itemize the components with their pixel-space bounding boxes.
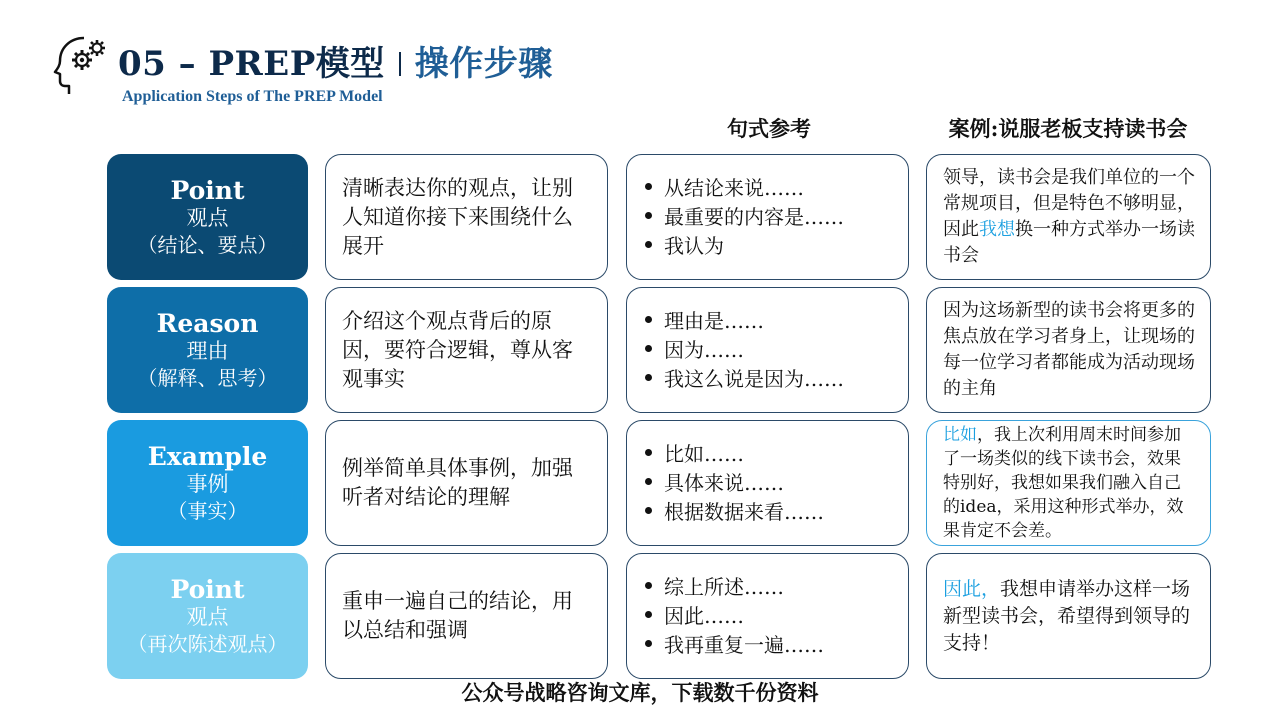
- prep-row-reason: [107, 287, 1213, 413]
- case-example: 比如，我上次利用周末时间参加了一场类似的线下读书会，效果特别好，我想如果我们融入自己的idea，采用这种形式举办，效果肯定不会差。: [926, 420, 1211, 546]
- bullet-icon: [645, 374, 652, 381]
- sentence-list: [626, 154, 909, 280]
- bullet-icon: [645, 611, 652, 618]
- step-description: 例举简单具体事例，加强听者对结论的理解: [325, 420, 608, 546]
- bullet-icon: [645, 183, 652, 190]
- title-divider: [399, 52, 401, 76]
- case-highlight: 比如: [943, 425, 977, 445]
- sentence-list: [626, 553, 909, 679]
- step-label-point-restate: [107, 553, 308, 679]
- list-item: 从结论来说……: [641, 174, 894, 203]
- list-item: 我认为: [641, 232, 894, 261]
- list-item: 理由是……: [641, 307, 894, 336]
- list-item: 因此……: [641, 602, 894, 631]
- sentence-list: [626, 420, 909, 546]
- bullet-icon: [645, 316, 652, 323]
- step-label-example: [107, 420, 308, 546]
- step-label-sub: （结论、要点）: [137, 232, 278, 257]
- step-label-zh: 观点: [186, 604, 229, 629]
- step-label-zh: 观点: [186, 205, 229, 230]
- step-label-sub: （解释、思考）: [137, 365, 278, 390]
- prep-row-point: [107, 154, 1213, 280]
- sentence-list: [626, 287, 909, 413]
- column-header-case: 案例:说服老板支持读书会: [948, 116, 1188, 141]
- list-item: 比如……: [641, 440, 894, 469]
- list-item: 因为……: [641, 336, 894, 365]
- step-label-en: Example: [147, 441, 268, 471]
- case-example: 因此，我想申请举办这样一场新型读书会，希望得到领导的支持！: [926, 553, 1211, 679]
- case-example: 因为这场新型的读书会将更多的焦点放在学习者身上，让现场的每一位学习者都能成为活动现场的主角: [926, 287, 1211, 413]
- step-label-point: [107, 154, 308, 280]
- list-item: 最重要的内容是……: [641, 203, 894, 232]
- bullet-icon: [645, 640, 652, 647]
- step-label-en: Point: [170, 574, 245, 604]
- page-subtitle: Application Steps of The PREP Model: [122, 88, 383, 105]
- list-item: 具体来说……: [641, 469, 894, 498]
- bullet-icon: [645, 582, 652, 589]
- list-item: 根据数据来看……: [641, 498, 894, 527]
- list-item: 我再重复一遍……: [641, 631, 894, 660]
- step-description: 重申一遍自己的结论，用以总结和强调: [325, 553, 608, 679]
- list-item: 综上所述……: [641, 573, 894, 602]
- page-header: [50, 34, 750, 114]
- step-label-zh: 理由: [186, 338, 229, 363]
- page-title: [118, 36, 553, 85]
- step-label-reason: [107, 287, 308, 413]
- bullet-icon: [645, 507, 652, 514]
- bullet-icon: [645, 449, 652, 456]
- column-header-sentence: 句式参考: [727, 116, 811, 141]
- step-label-en: Point: [170, 175, 245, 205]
- case-highlight: 我想: [979, 219, 1015, 240]
- case-example: 领导，读书会是我们单位的一个常规项目，但是特色不够明显，因此我想换一种方式举办一场读书会: [926, 154, 1211, 280]
- list-item: 我这么说是因为……: [641, 365, 894, 394]
- step-label-sub: （事实）: [167, 498, 248, 523]
- head-gears-icon: [50, 34, 112, 96]
- step-label-zh: 事例: [186, 471, 229, 496]
- bullet-icon: [645, 345, 652, 352]
- title-accent: 操作步骤: [414, 44, 553, 84]
- step-label-sub: （再次陈述观点）: [127, 631, 288, 656]
- case-highlight: 因此，: [943, 577, 1001, 600]
- step-description: 清晰表达你的观点，让别人知道你接下来围绕什么展开: [325, 154, 608, 280]
- prep-row-example: [107, 420, 1213, 546]
- footer-note: 公众号战略咨询文库，下载数千份资料: [461, 680, 819, 705]
- bullet-icon: [645, 212, 652, 219]
- bullet-icon: [645, 241, 652, 248]
- step-description: 介绍这个观点背后的原因，要符合逻辑，尊从客观事实: [325, 287, 608, 413]
- step-label-en: Reason: [156, 308, 259, 338]
- bullet-icon: [645, 478, 652, 485]
- prep-row-point-restate: [107, 553, 1213, 679]
- title-number: 05 – PREP模型: [118, 44, 385, 84]
